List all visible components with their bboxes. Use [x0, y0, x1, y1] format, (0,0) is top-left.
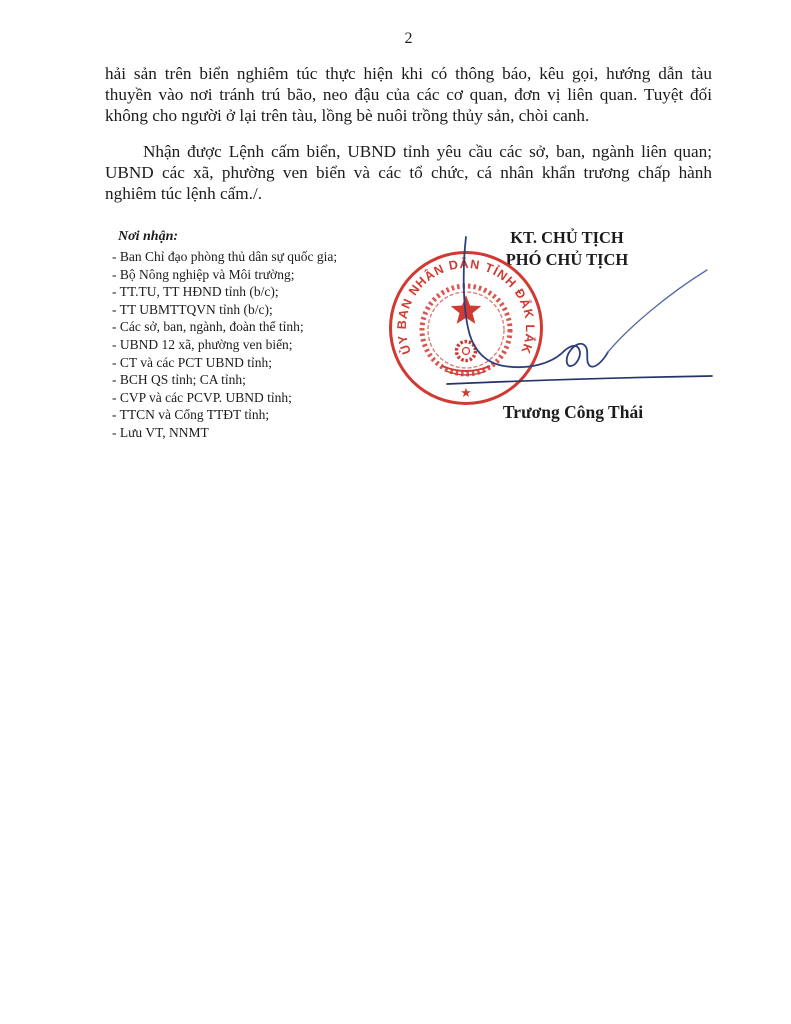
- body-text: [105, 64, 712, 204]
- text-line: nghiêm túc lệnh cấm./.: [105, 183, 263, 203]
- list-item: - Ban Chỉ đạo phòng thủ dân sự quốc gia;: [112, 249, 338, 264]
- paragraph: [105, 142, 712, 205]
- page-number: 2: [404, 30, 413, 47]
- text-line: không cho người ở lại trên tàu, lồng bè nuôi trồng thủy sản, chòi canh.: [105, 105, 590, 125]
- signature-tail-stroke: [608, 270, 707, 352]
- list-item: - Lưu VT, NNMT: [112, 424, 209, 440]
- acting-title: KT. CHỦ TỊCH: [510, 228, 624, 247]
- seal-ring-text: ỦY BAN NHÂN DÂN TỈNH ĐẮK LẮK: [394, 256, 538, 357]
- text-line: hải sản trên biển nghiêm túc thực hiện khi có thông báo, kêu gọi, hướng dẫn tàu: [105, 64, 712, 83]
- paragraph: [105, 64, 712, 127]
- signature-ink: [428, 228, 720, 394]
- list-item: - UBND 12 xã, phường ven biển;: [112, 336, 293, 352]
- signature-strokes: [428, 228, 720, 394]
- seal-star-icon: ★: [460, 385, 472, 400]
- list-item: - CVP và các PCVP. UBND tỉnh;: [112, 389, 292, 405]
- deputy-title: PHÓ CHỦ TỊCH: [505, 249, 629, 269]
- list-item: - TTCN và Cổng TTĐT tỉnh;: [112, 407, 270, 423]
- signature-underline: [447, 376, 712, 384]
- text-line: thuyền vào nơi tránh trú bão, neo đậu của các cơ quan, đơn vị liên quan. Tuyệt đối: [105, 84, 712, 104]
- text-line: UBND các xã, phường ven biển và các tổ chức, cá nhân khẩn trương chấp hành: [105, 162, 712, 182]
- text-line: Nhận được Lệnh cấm biển, UBND tỉnh yêu cầu các sở, ban, ngành liên quan;: [143, 141, 712, 161]
- recipients-heading: Nơi nhận:: [118, 229, 179, 244]
- list-item: - Các sở, ban, ngành, đoàn thể tỉnh;: [112, 319, 304, 335]
- signer-name: Trương Công Thái: [502, 402, 644, 422]
- list-item: - CT và các PCT UBND tỉnh;: [112, 354, 272, 370]
- signature-main-stroke: [464, 237, 608, 367]
- list-item: - TT UBMTTQVN tỉnh (b/c);: [112, 301, 273, 317]
- list-item: - BCH QS tỉnh; CA tỉnh;: [112, 372, 246, 388]
- list-item: - TT.TU, TT HĐND tỉnh (b/c);: [112, 284, 279, 300]
- list-item: - Bộ Nông nghiệp và Môi trường;: [112, 266, 295, 282]
